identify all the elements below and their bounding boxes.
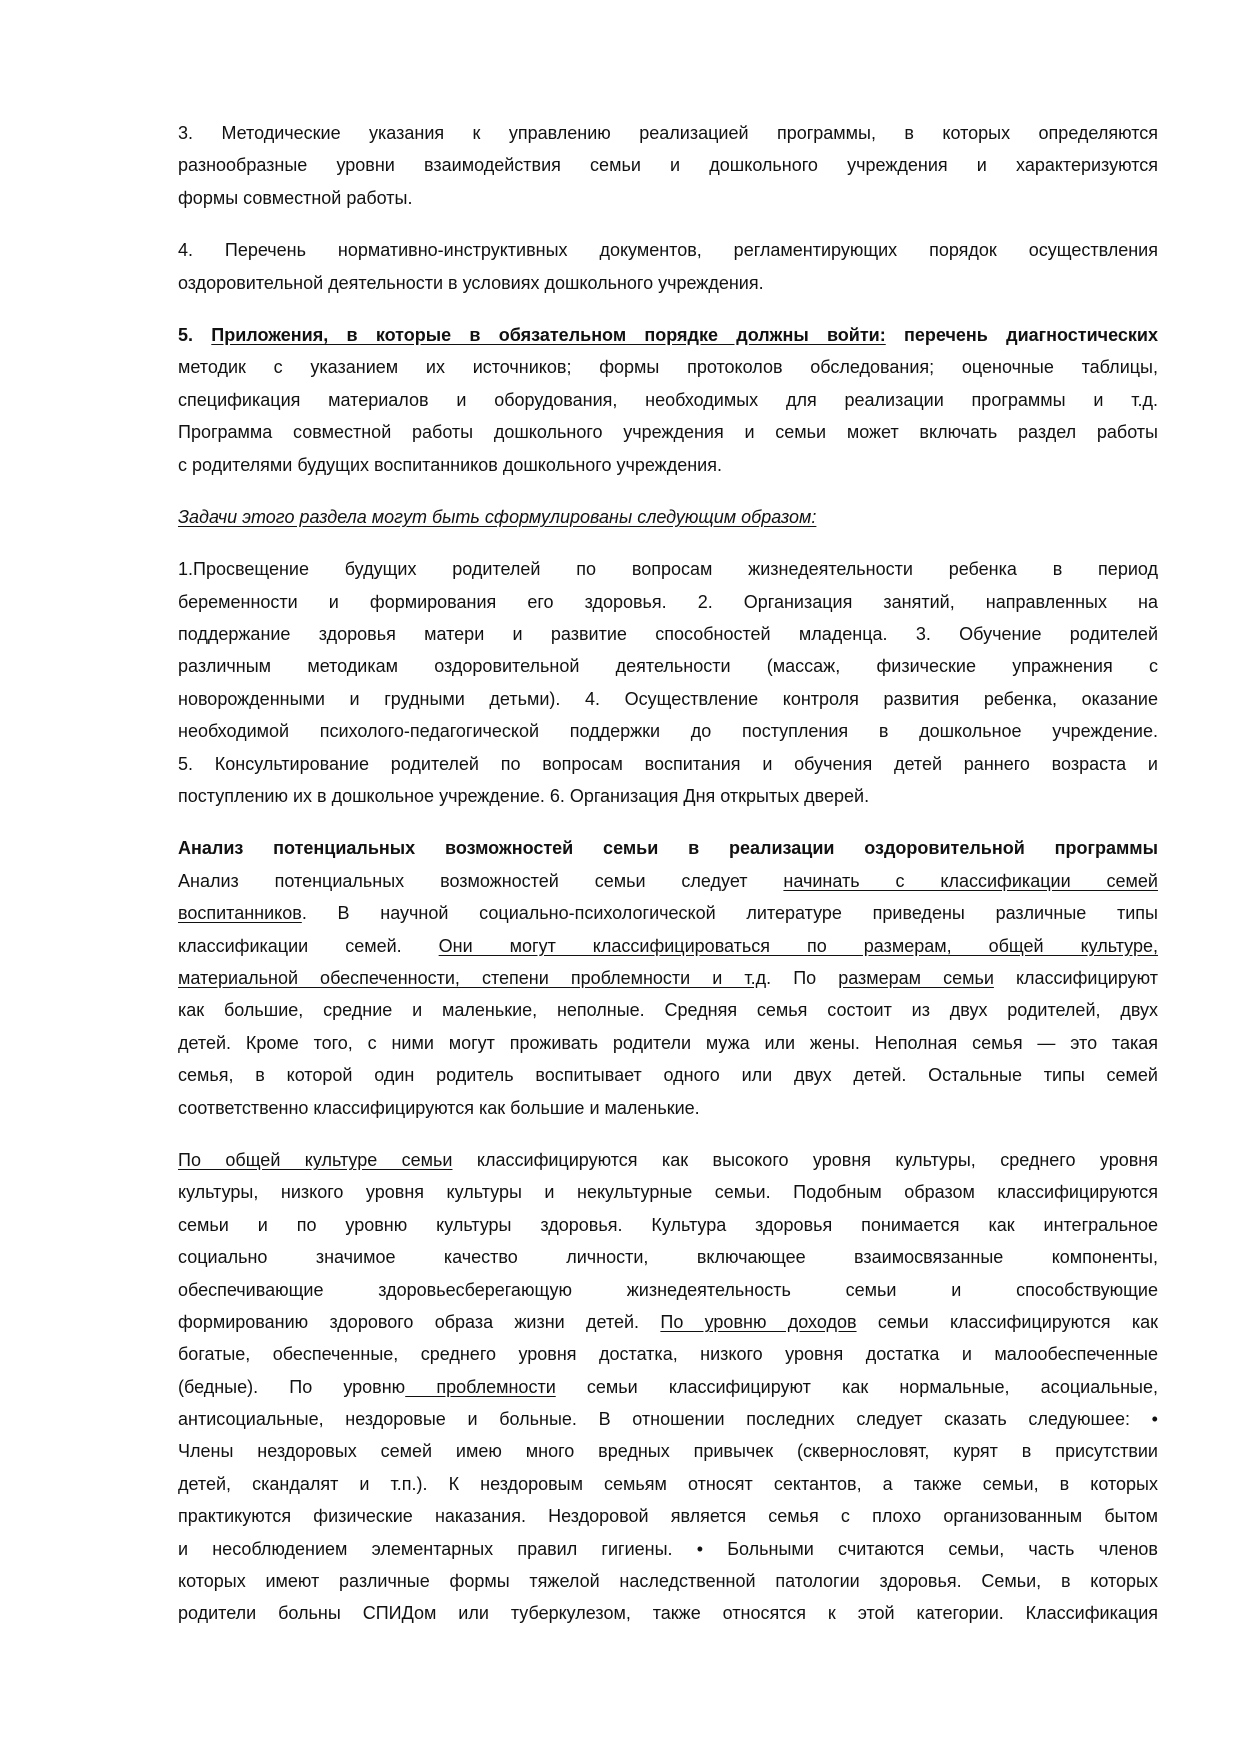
document-page: [178, 117, 1158, 1650]
text-line: [178, 1468, 1158, 1500]
text-run: обеспечивающие здоровьесберегающую жизнедеятельность семьи и способствующие: [178, 1279, 1158, 1300]
text-line: [178, 117, 1158, 149]
text-line: [178, 1144, 1158, 1176]
paragraph: [178, 832, 1158, 1124]
underlined-text: По уровню доходов: [660, 1311, 857, 1332]
text-run: которых имеют различные формы тяжелой наследственной патологии здоровья. Семьи, в которых: [178, 1571, 1158, 1592]
underlined-text: размерам семьи: [838, 967, 994, 988]
text-run: формы совместной работы.: [178, 187, 413, 208]
text-run: семья, в которой один родитель воспитывает одного или двух детей. Остальные типы семей: [178, 1065, 1158, 1086]
text-run: соответственно классифицируются как большие и маленькие.: [178, 1097, 700, 1118]
text-line: [178, 1435, 1158, 1467]
text-run: методик с указанием их источников; формы протоколов обследования; оценочные таблицы,: [178, 357, 1158, 378]
paragraph: [178, 553, 1158, 812]
text-line: [178, 650, 1158, 682]
underlined-text: воспитанников: [178, 903, 302, 924]
text-line: [178, 962, 1158, 994]
text-line: [178, 501, 1158, 533]
text-line: [178, 149, 1158, 181]
text-run: разнообразные уровни взаимодействия семьи и дошкольного учреждения и характеризуются: [178, 155, 1158, 176]
text-line: [178, 1533, 1158, 1565]
text-run: детей, скандалят и т.п.). К нездоровым семьям относят сектантов, а также семьи, в которых: [178, 1473, 1158, 1494]
text-line: [178, 1306, 1158, 1338]
text-line: [178, 994, 1158, 1026]
underlined-text: Задачи этого раздела могут быть сформулированы следующим образом:: [178, 506, 817, 527]
text-run: Члены нездоровых семей имею много вредных привычек (сквернословят, курят в присутствии: [178, 1441, 1158, 1462]
text-line: [178, 384, 1158, 416]
text-line: [178, 1371, 1158, 1403]
underlined-text: материальной обеспеченности, степени проблемности и т.д: [178, 967, 767, 988]
text-line: [178, 182, 1158, 214]
bold-text: Анализ потенциальных возможностей семьи в реализации оздоровительной программы: [178, 838, 1158, 859]
text-run: (бедные). По уровню: [178, 1376, 406, 1397]
text-line: [178, 351, 1158, 383]
text-run: антисоциальные, нездоровые и больные. В отношении последних следует сказать следуюшее: •: [178, 1409, 1158, 1430]
text-line: [178, 1092, 1158, 1124]
paragraph: [178, 501, 1158, 533]
text-run: социально значимое качество личности, включающее взаимосвязанные компоненты,: [178, 1247, 1158, 1268]
text-line: [178, 683, 1158, 715]
text-run: необходимой психолого-педагогической поддержки до поступления в дошкольное учреждение.: [178, 721, 1158, 742]
text-line: [178, 267, 1158, 299]
text-line: [178, 319, 1158, 351]
text-run: 4. Перечень нормативно-инструктивных документов, регламентирующих порядок осуществления: [178, 240, 1158, 261]
paragraph: [178, 1144, 1158, 1630]
text-line: [178, 449, 1158, 481]
text-line: [178, 865, 1158, 897]
text-line: [178, 1500, 1158, 1532]
paragraph: [178, 234, 1158, 299]
underlined-text: Они могут классифицироваться по размерам, общей культуре,: [438, 935, 1158, 956]
text-line: [178, 832, 1158, 864]
text-run: . По: [766, 967, 839, 988]
text-run: детей. Кроме того, с ними могут проживать родители мужа или жены. Неполная семья — это такая: [178, 1032, 1158, 1053]
text-line: [178, 780, 1158, 812]
text-run: классифицируются как высокого уровня культуры, среднего уровня: [452, 1149, 1158, 1170]
text-line: [178, 1338, 1158, 1370]
bold-text: перечень диагностических: [885, 324, 1158, 345]
text-run: богатые, обеспеченные, среднего уровня достатка, низкого уровня достатка и малообеспеченные: [178, 1344, 1158, 1365]
text-line: [178, 586, 1158, 618]
text-line: [178, 1403, 1158, 1435]
text-run: различным методикам оздоровительной деятельности (массаж, физические упражнения с: [178, 656, 1158, 677]
text-line: [178, 1176, 1158, 1208]
text-run: 1.Просвещение будущих родителей по вопросам жизнедеятельности ребенка в период: [178, 559, 1158, 580]
text-line: [178, 715, 1158, 747]
text-line: [178, 748, 1158, 780]
text-run: семьи и по уровню культуры здоровья. Культура здоровья понимается как интегральное: [178, 1214, 1158, 1235]
text-run: Анализ потенциальных возможностей семьи следует: [178, 870, 784, 891]
text-run: классифицируют: [993, 967, 1158, 988]
text-run: новорожденными и грудными детьми). 4. Осуществление контроля развития ребенка, оказание: [178, 688, 1158, 709]
underlined-text: начинать с классификации семей: [783, 870, 1158, 891]
text-run: и несоблюдением элементарных правил гигиены. • Больными считаются семьи, часть членов: [178, 1538, 1158, 1559]
text-line: [178, 234, 1158, 266]
underlined-text: проблемности: [405, 1376, 556, 1397]
text-run: 3. Методические указания к управлению реализацией программы, в которых определяются: [178, 123, 1158, 143]
text-line: [178, 1565, 1158, 1597]
text-line: [178, 930, 1158, 962]
text-run: спецификация материалов и оборудования, необходимых для реализации программы и т.д.: [178, 389, 1158, 410]
text-run: практикуются физические наказания. Нездоровой является семья с плохо организованным бытом: [178, 1506, 1158, 1527]
underlined-text: По общей культуре семьи: [178, 1149, 453, 1170]
bold-text: 5.: [178, 324, 212, 345]
text-run: поступлению их в дошкольное учреждение. 6. Организация Дня открытых дверей.: [178, 786, 870, 807]
text-run: семьи классифицируют как нормальные, асоциальные,: [555, 1376, 1158, 1397]
text-line: [178, 1597, 1158, 1629]
text-line: [178, 1059, 1158, 1091]
text-line: [178, 553, 1158, 585]
text-run: культуры, низкого уровня культуры и некультурные семьи. Подобным образом классифицируются: [178, 1182, 1158, 1203]
text-line: [178, 618, 1158, 650]
text-line: [178, 897, 1158, 929]
paragraph: [178, 319, 1158, 481]
text-run: 5. Консультирование родителей по вопросам воспитания и обучения детей раннего возраста и: [178, 753, 1158, 774]
text-run: классификации семей.: [178, 935, 439, 956]
text-run: . В научной социально-психологической литературе приведены различные типы: [301, 903, 1158, 924]
text-run: с родителями будущих воспитанников дошкольного учреждения.: [178, 454, 722, 475]
text-run: семьи классифицируются как: [856, 1311, 1158, 1332]
paragraph: [178, 117, 1158, 214]
text-line: [178, 1027, 1158, 1059]
text-run: оздоровительной деятельности в условиях дошкольного учреждения.: [178, 272, 764, 293]
text-run: Программа совместной работы дошкольного учреждения и семьи может включать раздел работы: [178, 422, 1158, 443]
text-run: поддержание здоровья матери и развитие способностей младенца. 3. Обучение родителей: [178, 624, 1158, 645]
underlined-text: Приложения, в которые в обязательном порядке должны войти:: [211, 324, 886, 345]
text-run: формированию здорового образа жизни детей.: [178, 1311, 661, 1332]
text-run: родители больны СПИДом или туберкулезом, также относятся к этой категории. Классификация: [178, 1603, 1158, 1624]
text-run: как большие, средние и маленькие, неполные. Средняя семья состоит из двух родителей, двух: [178, 1000, 1158, 1021]
text-line: [178, 1274, 1158, 1306]
text-line: [178, 1209, 1158, 1241]
text-run: беременности и формирования его здоровья. 2. Организация занятий, направленных на: [178, 591, 1158, 612]
text-line: [178, 1241, 1158, 1273]
text-line: [178, 416, 1158, 448]
